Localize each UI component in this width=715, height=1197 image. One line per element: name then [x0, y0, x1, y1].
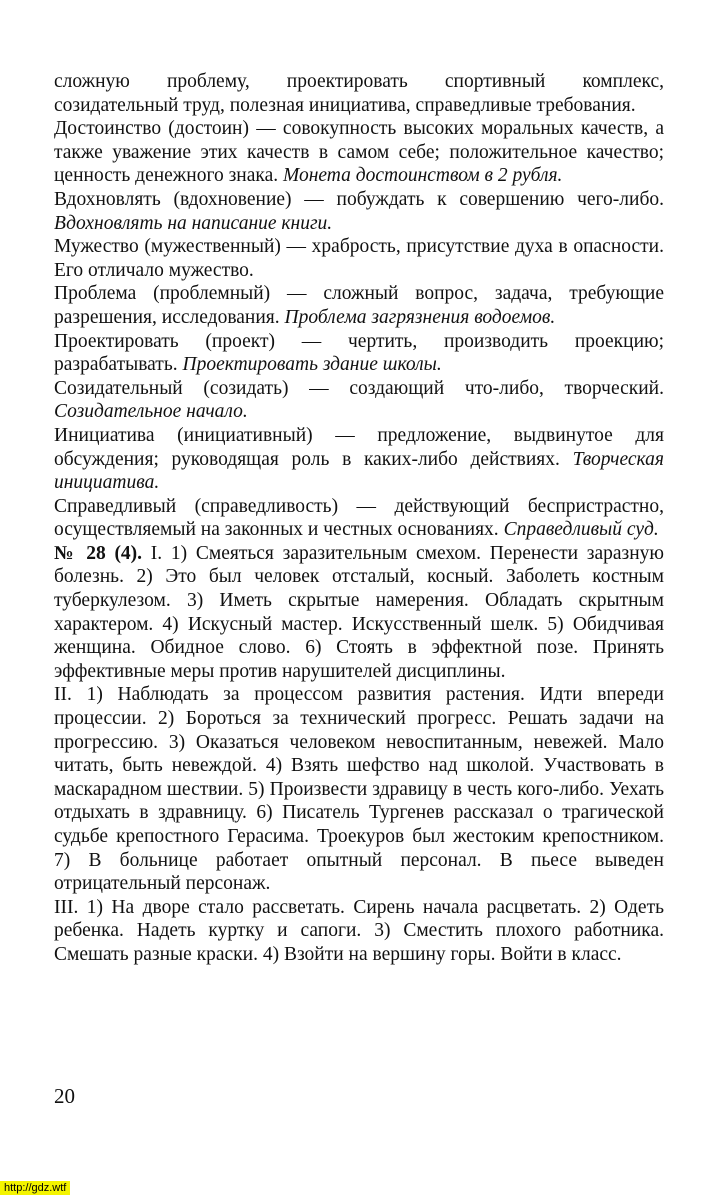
example-text: Проблема загрязнения водоемов.	[284, 306, 556, 328]
paragraph-text: Инициатива (инициативный) — предложение, выдвинутое для обсуждения; руководящая роль в каких-либо действиях.	[54, 424, 664, 470]
paragraph-text: II. 1) Наблюдать за процессом развития растения. Идти впереди процессии. 2) Бороться за технический прогресс. Решать задачи на прогрессию. 3) Оказаться человеком невоспитанным, невежей. Мало читать, быть невеждой. 4) Взять шефство над школой. Участвовать в маскарадном шествии. 5) Произвести здравицу в честь кого-либо. Уехать отдыхать в здравницу. 6) Писатель Тургенев рассказал о трагической судьбе крепостного Герасима. Троекуров был жестоким крепостником. 7) В больнице работает опытный персонал. В пьесе выведен отрицательный персонаж.	[54, 684, 664, 895]
paragraph-text: Вдохновлять (вдохновение) — побуждать к совершению чего-либо.	[54, 188, 664, 210]
paragraph	[54, 282, 664, 329]
paragraph-text: Проектировать (проект) — чертить, производить проекцию; разрабатывать.	[54, 330, 664, 376]
paragraph	[54, 235, 664, 282]
example-text: Созидательное начало.	[54, 401, 248, 423]
paragraph	[54, 117, 664, 188]
example-text: Проектировать здание школы.	[182, 354, 442, 376]
exercise-number: № 28 (4).	[54, 542, 143, 564]
paragraph-text: Справедливый (справедливость) — действующий беспристрастно, осуществляемый на законных и честных основаниях.	[54, 495, 664, 541]
example-text: Вдохновлять на написание книги.	[54, 212, 333, 234]
paragraph	[54, 188, 664, 235]
paragraph	[54, 330, 664, 377]
paragraph	[54, 424, 664, 495]
paragraph	[54, 70, 664, 117]
paragraph-text: Проблема (проблемный) — сложный вопрос, задача, требующие разрешения, исследования.	[54, 283, 664, 328]
example-text: Монета достоинством в 2 рубля.	[282, 165, 563, 187]
page-body	[54, 70, 664, 967]
paragraph	[54, 896, 664, 967]
paragraph-text: I. 1) Смеяться заразительным смехом. Перенести заразную болезнь. 2) Это был человек отсталый, косный. Заболеть костным туберкулезом. 3) Иметь скрытые намерения. Обладать скрытным характером. 4) Искусный мастер. Искусственный шелк. 5) Обидчивая женщина. Обидное слово. 6) Стоять в эффектной позе. Принять эффективные меры против нарушителей дисциплины.	[54, 542, 664, 682]
paragraph	[54, 683, 664, 895]
paragraph	[54, 542, 664, 684]
paragraph-text: сложную проблему, проектировать спортивный комплекс, созидательный труд, полезная инициатива, справедливые требования.	[54, 71, 664, 116]
paragraph-text: III. 1) На дворе стало рассветать. Сирень начала расцветать. 2) Одеть ребенка. Надеть куртку и сапоги. 3) Сместить плохого работника. Смешать разные краски. 4) Взойти на вершину горы. Войти в класс.	[54, 896, 664, 965]
page-number: 20	[54, 1084, 75, 1108]
example-text: Творческая инициатива.	[54, 448, 664, 494]
paragraph-text: Созидательный (созидать) — создающий что-либо, творческий.	[54, 377, 664, 399]
paragraph-text: Достоинство (достоин) — совокупность высоких моральных качеств, а также уважение этих качеств в самом себе; положительное качество; ценность денежного знака.	[54, 118, 664, 187]
paragraph	[54, 495, 664, 542]
paragraph	[54, 377, 664, 424]
example-text: Справедливый суд.	[503, 519, 659, 541]
watermark-link[interactable]: http://gdz.wtf	[0, 1181, 70, 1195]
paragraph-text: Мужество (мужественный) — храбрость, присутствие духа в опасности. Его отличало мужество.	[54, 236, 664, 281]
